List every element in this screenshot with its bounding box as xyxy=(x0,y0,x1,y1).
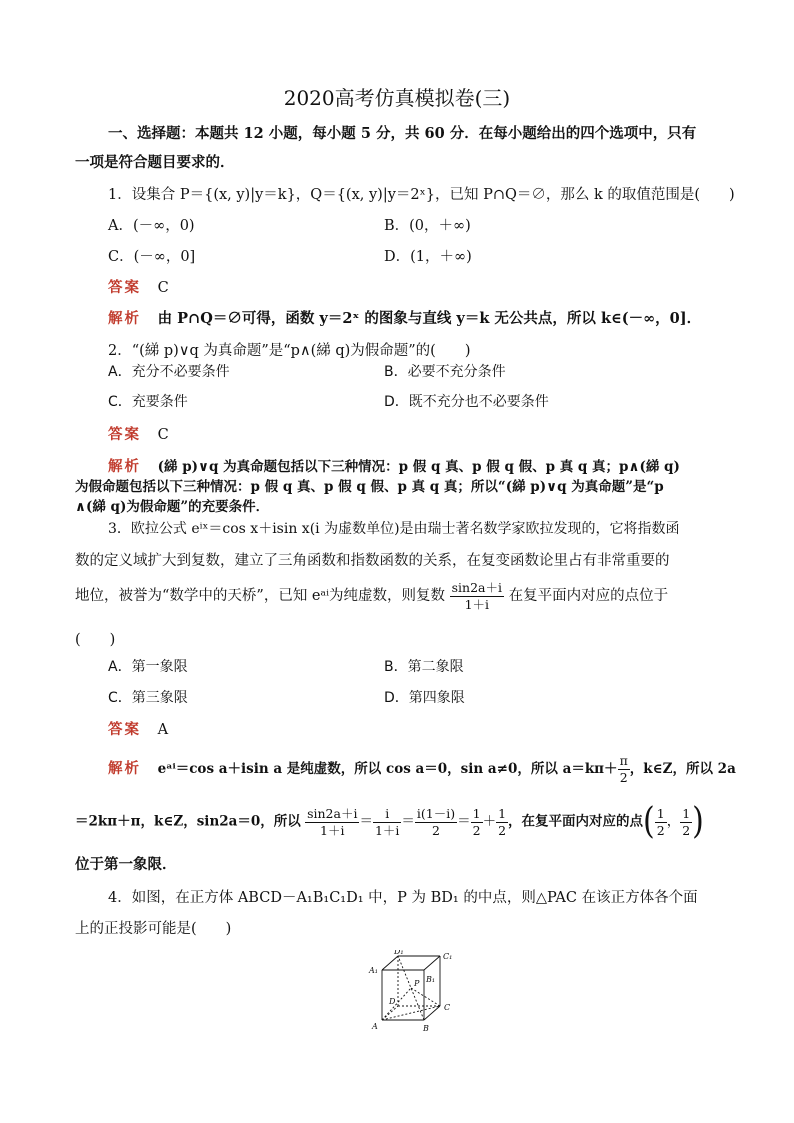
frac-num: 1 xyxy=(498,806,507,821)
q1-option-c: C．(－∞，0] xyxy=(108,249,196,265)
frac-den: 2 xyxy=(656,822,665,838)
q3-line3-post: 在复平面内对应的点位于 xyxy=(508,588,669,605)
label-d1: D₁ xyxy=(394,950,404,956)
q1-analysis: 由 P∩Q＝∅可得，函数 y＝2ˣ 的图象与直线 y＝k 无公共点，所以 k∈(－∞，0]． xyxy=(157,310,702,327)
q3-line1: 3．欧拉公式 eⁱˣ＝cos x＋isin x(i 为虚数单位)是由瑞士著名数学家欧拉发现的，它将指数函 xyxy=(108,521,680,537)
equals-sign: ＝ xyxy=(457,813,471,830)
label-b: B xyxy=(423,1024,429,1033)
label-b1: B₁ xyxy=(426,975,436,984)
answer-label: 答案 xyxy=(108,721,141,738)
q2-option-d: D．既不充分也不必要条件 xyxy=(384,394,549,410)
label-a1: A₁ xyxy=(369,966,378,975)
q2-option-c: C．充要条件 xyxy=(108,394,188,410)
equals-sign: ＝ xyxy=(401,813,415,830)
q3-option-c: C．第三象限 xyxy=(108,690,188,706)
frac-den: 2 xyxy=(432,822,440,838)
q2-analysis-line3: ∧(綈 q)为假命题”的充要条件． xyxy=(75,499,270,515)
q4-line1: 4．如图，在正方体 ABCD－A₁B₁C₁D₁ 中，P 为 BD₁ 的中点，则△PAC 在该正方体各个面 xyxy=(108,890,698,906)
analysis-label: 解析 xyxy=(108,458,141,475)
frac-num: sin2a＋i xyxy=(307,806,358,821)
equals-sign: ＝ xyxy=(359,813,373,830)
q3-analysis-pre: eᵃⁱ＝cos a＋isin a 是纯虚数，所以 cos a＝0，sin a≠0，所以 a＝kπ＋ xyxy=(157,761,618,778)
q3-line2: 数的定义域扩大到复数，建立了三角函数和指数函数的关系，在复变函数论里占有非常重要的 xyxy=(75,553,670,569)
cube-figure xyxy=(368,950,464,1034)
q4-line2: 上的正投影可能是( ) xyxy=(75,921,232,937)
frac-num: 1 xyxy=(656,806,665,821)
right-paren: ) xyxy=(692,800,704,843)
q3-frac-num: sin2a＋i xyxy=(451,580,503,595)
frac-den: 2 xyxy=(619,769,628,785)
q2-option-a: A．充分不必要条件 xyxy=(108,364,230,380)
label-p: P xyxy=(414,979,420,988)
segment-pc xyxy=(411,988,440,1006)
q3-answer: A xyxy=(157,722,169,738)
q3-frac-den: 1＋i xyxy=(464,596,490,612)
q2-analysis-line2: 为假命题包括以下三种情况：p 假 q 真、p 假 q 假、p 真 q 真；所以“(綈 p)∨q 为真命题”是“p xyxy=(75,479,664,495)
frac-num: i(1－i) xyxy=(416,806,456,821)
section-heading-line2: 一项是符合题目要求的． xyxy=(75,154,235,171)
q3-line3-pre: 地位，被誉为“数学中的天桥”，已知 eᵃⁱ为纯虚数，则复数 xyxy=(75,588,446,605)
q2-answer: C xyxy=(157,427,169,443)
q2-analysis-line1: (綈 p)∨q 为真命题包括以下三种情况：p 假 q 真、p 假 q 假、p 真 q 真；p∧(綈 q) xyxy=(157,459,680,475)
frac-num: π xyxy=(619,753,628,768)
frac-num: 1 xyxy=(682,806,691,821)
q2-stem: 2．“(綈 p)∨q 为真命题”是“p∧(綈 q)为假命题”的( ) xyxy=(108,343,471,359)
q3-analysis-post: ，k∈Z，所以 2a xyxy=(629,761,736,778)
q3-option-b: B．第二象限 xyxy=(384,659,464,675)
frac-den: 2 xyxy=(472,822,481,838)
label-a: A xyxy=(372,1022,378,1031)
cube-edge-bc xyxy=(424,1006,440,1020)
frac-num: 1 xyxy=(472,806,481,821)
answer-label: 答案 xyxy=(108,426,141,443)
q3-option-a: A．第一象限 xyxy=(108,659,188,675)
q1-answer: C xyxy=(157,280,169,296)
analysis-label: 解析 xyxy=(108,310,141,327)
cube-edge-a1d1 xyxy=(382,956,398,970)
q3-analysis2-post: ，在复平面内对应的点 xyxy=(508,813,644,830)
segment-pa xyxy=(382,988,411,1020)
q3-line4: ( ) xyxy=(75,632,116,648)
q3-option-d: D．第四象限 xyxy=(384,690,465,706)
cube-edge-b1c1 xyxy=(424,956,440,970)
frac-den: 1＋i xyxy=(320,822,345,838)
plus-sign: ＋ xyxy=(482,813,497,830)
segment-ac xyxy=(382,1006,440,1020)
label-c: C xyxy=(444,1003,451,1012)
q1-option-b: B．(0，＋∞) xyxy=(384,218,471,234)
answer-label: 答案 xyxy=(108,279,141,296)
label-c1: C₁ xyxy=(443,952,453,961)
frac-den: 1＋i xyxy=(374,822,400,838)
section-heading-line1: 一、选择题：本题共 12 小题，每小题 5 分，共 60 分．在每小题给出的四个选项中，只有 xyxy=(108,125,697,142)
q1-stem: 1．设集合 P＝{(x, y)|y＝k}，Q＝{(x, y)|y＝2ˣ}，已知 P∩Q＝∅，那么 k 的取值范围是( ) xyxy=(108,187,735,203)
label-d: D xyxy=(389,997,396,1006)
page-title: 2020高考仿真模拟卷(三) xyxy=(283,86,511,110)
q3-analysis2-pre: ＝2kπ＋π，k∈Z，sin2a＝0，所以 xyxy=(75,813,301,830)
frac-den: 2 xyxy=(682,822,691,838)
q1-option-d: D．(1，＋∞) xyxy=(384,249,472,265)
q3-analysis3: 位于第一象限． xyxy=(75,856,177,873)
cube-diag-bd1 xyxy=(398,956,424,1020)
frac-num: i xyxy=(373,806,401,823)
analysis-label: 解析 xyxy=(108,760,141,778)
left-paren: ( xyxy=(643,800,655,843)
q1-option-a: A．(－∞，0) xyxy=(108,218,195,234)
frac-den: 2 xyxy=(498,822,507,838)
q2-option-b: B．必要不充分条件 xyxy=(384,364,506,380)
